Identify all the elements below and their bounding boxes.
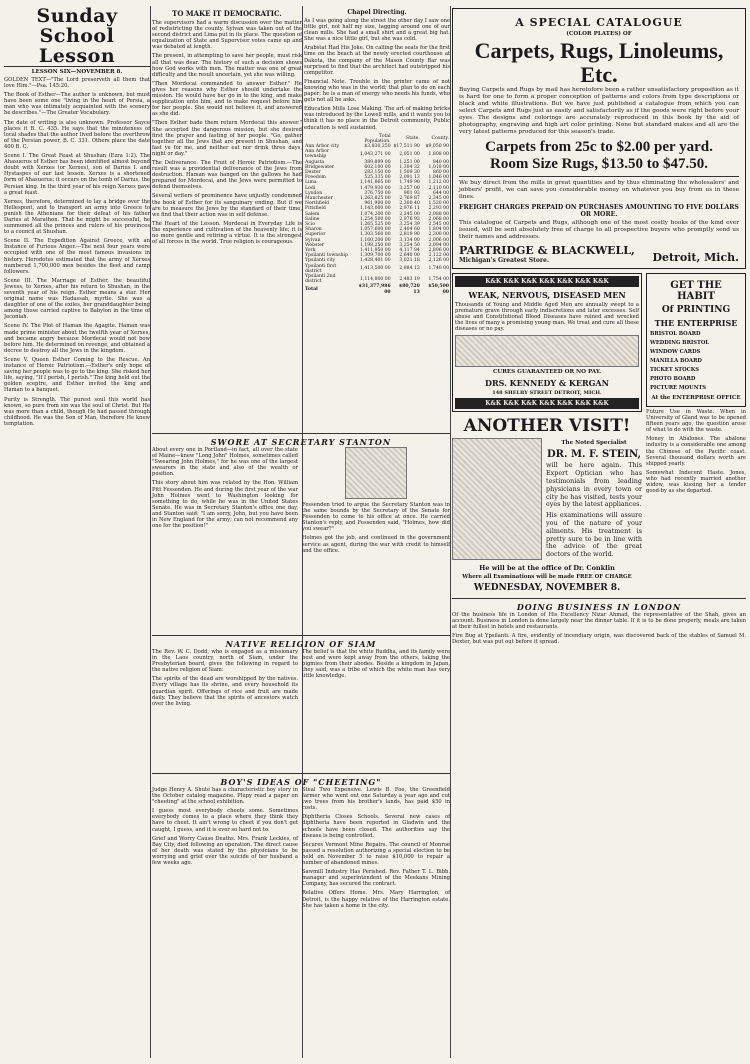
table-header: Total Population. <box>364 133 391 144</box>
article-paragraph: "Then Mordecai commanded to answer Esther." He gives her reasons why Esther should undertake the mission. He would have her go in to the king, and make supplication unto him, and to make request before him for her people. She would not believe it, and answered as she did. <box>152 80 302 118</box>
table-cell: 1,749 90 <box>399 180 420 186</box>
article-paragraph: Holmes got the job, and continued in the government service as agent, during the war with credit to himself and the office. <box>302 535 450 554</box>
table-cell: 1,046 00 <box>428 175 449 181</box>
article-paragraph: Purity is Strength. The purest soul this world has known, so pure from sin was the soul of Christ. But He was more than a child, though He had passed through childhood. He was the Son of Man, therefore He knew temptation. <box>4 396 150 427</box>
table-cell: Lodi <box>305 185 316 191</box>
article-paragraph: Education Mills Lose Making. The art of making bricks was introduced by the Lowell mills, and it wants you to think it has no place in the Detroit community, Public education is well sustained. <box>304 106 450 131</box>
article-paragraph: Fessenden tried to argue the Secretary Stanton was in the same bounds by the Secretary of the Senate for Fessenden to come to his office at once. He carried Stanton's reply, and Fessenden said, "Holmes, how did you swear?" <box>302 502 450 533</box>
list-item: TICKET STOCKS <box>650 367 700 373</box>
stein-date: WEDNESDAY, NOVEMBER 8. <box>473 583 621 594</box>
article-paragraph: The date of writing is also unknown. Professor Sayce places it B. C. 435. He says that the minuteness of local shades that the author lived before the overthrow of the Persian power, B. C. 331. Others place the date 400 B. C. <box>4 119 150 150</box>
table-cell: 376,750 00 <box>364 190 391 196</box>
article-paragraph: Scene II. The Expedition Against Greece, with an Instance of Furious Anger.—The next four years were occupied with one of the most famous invasions in history. Herodotus estimated that the army of Xerxes numbered 1,700,000 men besides the fleet and camp followers. <box>4 238 150 275</box>
table-cell: Sharon <box>305 227 322 233</box>
article-paragraph: The spirits of the dead are worshipped by the natives. Every village has its shrine, and every household its guardian spirit. Offerings of rice and fruit are made daily. They believe that the spirits of ancestors watch over the living. <box>152 676 298 707</box>
article-paragraph: The Heart of the Lesson. Mordecai in Everyday Life is the experience and cultivation of the heavenly life; it is no more gentle and retiring a virtue. It is the strongest of all forces in the world. True religion is courageous. <box>152 220 302 246</box>
table-cell: Ann Arbor city <box>305 144 340 149</box>
table-cell: 1,160,200 00 <box>359 237 391 243</box>
article-paragraph: Fire Bug at Ypsilanti. A fire, evidently of incendiary origin, was discovered back of the stables of Samuel M. Dexter, but was put out before it spread. <box>452 633 746 646</box>
catalogue-headline: A SPECIAL CATALOGUE <box>515 16 683 29</box>
article-paragraph: The belief is that the white Buddha, and its family were best and were kept away from the others, taking the pigmies from their abodes. Beside a kingdom in Japan, they said, was a tribe of which the white man has very little knowledge. <box>302 649 450 680</box>
table-cell: 2,245 00 <box>399 211 420 217</box>
table-cell: 2,006 00 <box>428 237 449 243</box>
divider <box>152 433 450 434</box>
table-cell: Lima <box>305 180 317 186</box>
table-cell: Lyndon <box>305 190 323 196</box>
firm-city: Detroit, Mich. <box>652 251 739 264</box>
table-cell: 860 00 <box>432 170 449 176</box>
article-paragraph: Several writers of prominence have unjustly condemned the book of Esther for its sanguinary ending. But if we are to measure the Jews by the standard of their time, we find that their action was in self defense. <box>152 193 302 218</box>
kk-firm: DRS. KENNEDY & KERGAN <box>485 378 609 389</box>
article-paragraph: About every one in Portland—in fact, all over the state of Maine—knew "Long John" Holmes, sometimes called "Swearing John Holmes," for he was one of the largest swearers in the state and also of the wealth or position. <box>152 447 298 478</box>
headline-siam: NATIVE RELIGION OF SIAM <box>225 639 377 649</box>
portrait-illustration <box>345 447 407 499</box>
catalogue-body: Buying Carpets and Rugs by mail has heretofore been a rather unsatisfactory proposition as it is hard for one to form a proper conception of patterns and colors from type descriptions or black and white illustrations. But we have just published a catalogue from which you can select Carpets and Rugs just as easily and satisfactorily as if the goods were right before your eyes. The designs and colorings are accurately reproduced in this book by the aid of photography, engraving and high art color printing. None but standard makes and all are the very latest patterns produced for this season's trade. <box>459 87 739 135</box>
story-cheeting <box>152 770 450 912</box>
catalogue-body-3: This catalogue of Carpets and Rugs, although one of the most costly books of the kind ever issued, will be sent absolutely free of charge to all prospective buyers who promptly send us their names and addresses. <box>459 220 739 240</box>
table-cell: Ypsilanti township <box>305 253 348 259</box>
table-cell: 2,545 00 <box>428 222 449 228</box>
article-paragraph: Diphtheria Closes Schools. Several new cases of diphtheria have been reported in Gladwin and the schools have been closed. The authorities say the disease is being controlled. <box>302 814 450 839</box>
divider <box>152 635 450 636</box>
article-paragraph: Judge Henry A. Shute has a characteristic boy story in the October catalog magazine. Plupy read a paper on "cheeting" at the school exhibition. <box>152 787 298 806</box>
table-cell: 2,819 90 <box>399 232 420 238</box>
kk-address: 148 SHELBY STREET DETROIT, MICH. <box>492 390 602 397</box>
table-cell: 2,126 00 <box>428 258 449 264</box>
column-rule <box>450 6 451 1058</box>
masthead-title: Sunday School Lesson <box>36 6 118 67</box>
stein-sub: The Noted Specialist <box>561 440 627 447</box>
article-paragraph: Relative Offers Home. Mrs. Mary Harrington, of Detroit, is the happy relative of the Harrington estate. She has taken a home in the city. <box>302 890 450 909</box>
kk-body: Thousands of Young and Middle Aged Men are annually swept to a premature grave through early indiscretions and later excesses. Self abuse and Constitutional Blood Diseases have ruined and wrecked the lives of many a promising young man. We treat and cure all these diseases or no pay. <box>455 302 639 333</box>
table-cell: Bridgewater <box>305 164 335 170</box>
table-cell: $50,500 00 <box>428 284 449 295</box>
habit-sub: Of PRINTING <box>661 305 731 315</box>
list-item: WINDOW CARDS <box>650 349 701 355</box>
table-cell: 2,976 93 <box>399 216 420 222</box>
table-cell: 1,309,700 00 <box>359 253 391 259</box>
table-cell: 2,051 00 <box>399 151 420 157</box>
article-paragraph: Grief and Worry Cause Deaths. Mrs. Frank Leckies, of Bay City, died following an operation. The direct cause of her death was stated by the physicians to be worrying and grief over the suicide of her husband a few weeks ago. <box>152 835 298 867</box>
kk-band: K&K K&K K&K K&K K&K K&K K&K <box>455 398 639 409</box>
table-cell: Scio <box>305 222 315 228</box>
table-cell: 1,804 00 <box>428 227 449 233</box>
table-cell: 1,479,930 00 <box>359 185 391 191</box>
table-cell: 1,143,000 00 <box>359 206 391 212</box>
article-paragraph: Xerxes, therefore, determined to lay a bridge over the Hellespont, and to transport an army into Greece to punish the Athenians for their defeat of his father Darius at Marathon. That he might be successful, he summoned all the princes and rulers of his provinces to a council at Shushan. <box>4 198 150 236</box>
table-cell: 2,088 00 <box>428 211 449 217</box>
column-rule <box>150 6 151 1058</box>
catalogue-body-2: We buy direct from the mills in great quantities and by thus eliminating the wholesalers' and jobbers' profit, we can save you considerable money on whatever you buy from us in these lines. <box>459 180 739 200</box>
kk-band: K&K K&K K&K K&K K&K K&K K&K <box>455 276 639 287</box>
stein-when: Where all Examinations will be made FREE OF CHARGE <box>462 574 632 581</box>
table-cell: 2,300 00 <box>428 232 449 238</box>
table-cell: $9,050 90 <box>425 144 449 149</box>
article-paragraph: Scene V. Queen Esther Coming to the Rescue. An instance of Heroic Patriotism.—Esther's only hope of saving her people was to go to the king. She risked her life, saying, "If I perish, I perish." The king held out the golden sceptre, and Esther invited the king and Haman to a banquet. <box>4 356 150 394</box>
table-cell: 1,740 00 <box>428 266 449 272</box>
table-cell: 901 93 <box>403 190 420 196</box>
headline-london: DOING BUSINESS IN LONDON <box>516 602 682 613</box>
table-cell: 1,057,600 00 <box>359 227 391 233</box>
article-paragraph: Steal Two Expensive. Lewis B. Foe, the Greenfield farmer who went out one Saturday a year ago and cut two trees from his brother's lands, has paid $50 in costs. <box>302 787 450 812</box>
table-row <box>304 258 450 263</box>
article-paragraph: The present, in attempting to save her people, must risk all that was dear. The history of such a decision shows how God works with men. The matter was one of great difficulty and the result uncertain, yet she was willing. <box>152 53 302 78</box>
table-row <box>304 206 450 211</box>
table-cell: 3,254 39 <box>399 222 420 228</box>
table-cell: 1,808 00 <box>428 151 449 157</box>
table-cell: 961,900 00 <box>364 201 391 207</box>
table-cell: Northfield <box>305 201 329 207</box>
table-cell: 1,254,500 00 <box>359 216 391 222</box>
table-cell: 602,100 00 <box>364 164 391 170</box>
table-cell: Ypsilanti 2nd district <box>305 274 336 285</box>
table-cell: 1,428,401 00 <box>359 258 391 264</box>
table-cell: $80,720 13 <box>399 284 420 295</box>
article-paragraph: The Book of Esther—The author is unknown, but must have been some one "living in the heart of Persia, a man who was intimately acquainted with the scenery he describes."—The Greater Vocabulary. <box>4 92 150 117</box>
table-cell: 2,769 87 <box>399 196 420 202</box>
table-cell: 2,345 00 <box>428 196 449 202</box>
table-row <box>304 264 450 274</box>
kk-cure: CURES GUARANTEED OR NO PAY. <box>492 369 602 376</box>
stein-office: He will be at the office of Dr. Conklin <box>479 564 615 573</box>
table-cell: 1,509 30 <box>399 170 420 176</box>
article-paragraph: I guess most everybody cheets some. Sometimes everybody comes to a place where they think they have to cheet. It ain't wrong to cheet if you don't get caught, I guess, and it is ever so hard not to. <box>152 808 298 833</box>
table-cell: 2,483 19 <box>399 276 420 282</box>
firm-name: PARTRIDGE & BLACKWELL, <box>459 244 635 257</box>
story-stanton <box>152 430 450 557</box>
table-cell: 1,114,800 00 <box>359 276 391 282</box>
table-cell: Pittsfield <box>305 206 326 212</box>
table-cell: 525,335 00 <box>364 175 391 181</box>
table-cell: 1,303,560 00 <box>359 232 391 238</box>
office-name: THE ENTERPRISE <box>654 318 738 328</box>
table-cell: 3,021 18 <box>399 258 420 264</box>
article-paragraph: Somewhat Indecent Haste. Jones, who had recently married another widow, was kissing her a tender good-by as she departed. <box>646 469 746 495</box>
article-paragraph: Secures Vermont Mine Repairs. The council of Monroe passed a resolution authorizing a special election to be held on November 5 to raise $10,000 to repair a number of abandoned mines. <box>302 841 450 867</box>
list-item: BRISTOL BOARD <box>650 331 701 337</box>
article-paragraph: Future Use in Waste. When in University of Gland was to be opened fifteen years ago, the question arose of what to do with the waste. <box>646 409 746 434</box>
stock-list <box>650 330 742 393</box>
list-item: WEDDING BRISTOL <box>650 340 710 346</box>
article-paragraph: Scene I. The Great Feast at Shushan (Ezra 1:2). The Ahasuerus of Esther has been identified almost beyond doubt with Xerxes (or Xerxes), son of Darius I. and Hystaspes of our last lesson. Xerxes is a shortened form of Ahasuerus; it occurs on the tomb of Darius, the Persian king. In the third year of his reign Xerxes gave a great feast. <box>4 153 150 196</box>
table-cell: 3,134 00 <box>399 237 420 243</box>
list-item: PICTURE MOUNTS <box>650 385 707 391</box>
table-cell: 2,300 40 <box>399 201 420 207</box>
table-cell: 2,068 00 <box>428 216 449 222</box>
table-cell: Manchester <box>305 196 333 202</box>
rug-price: Room Size Rugs, $13.50 to $47.50. <box>490 156 708 172</box>
stein-name: DR. M. F. STEIN, <box>547 449 641 461</box>
article-paragraph: Money in Abalones. The abalone industry is a considerable one among the Chinese of the Pacific coast. Several thousand dollars worth are shipped yearly. <box>646 436 746 467</box>
table-cell: York <box>305 248 316 254</box>
table-cell: 2,896 00 <box>428 248 449 254</box>
table-cell: Superior <box>305 232 326 238</box>
table-cell: Sylvan <box>305 237 321 243</box>
table-cell: Ypsilanti first district <box>305 263 337 274</box>
list-item: PHOTO BOARD <box>650 376 696 382</box>
table-cell: 840 00 <box>432 159 449 165</box>
article-paragraph: Sawmill Industry Has Perished. Rev. Father T. L. Bibb. manager and superintendent of the Meekans Mining Company, has secured the contract. <box>302 869 450 888</box>
headline-stanton: SWORE AT SECRETARY STANTON <box>210 437 392 447</box>
table-cell: 1,141,865 00 <box>359 180 391 186</box>
table-cell: 3,254 50 <box>399 242 420 248</box>
table-cell: Total <box>305 287 318 293</box>
freight-notice: FREIGHT CHARGES PREPAID ON PURCHASES AMOUNTING TO FIVE DOLLARS OR MORE. <box>459 204 739 218</box>
table-cell: 3,257 00 <box>399 185 420 191</box>
catalogue-title: Carpets, Rugs, Linoleums, Etc. <box>474 38 724 87</box>
table-cell: 1,754 00 <box>428 276 449 282</box>
table-header: County. <box>431 136 449 142</box>
table-cell: 2,091 13 <box>399 175 420 181</box>
stein-ad <box>452 416 642 593</box>
headline-cheeting: BOY'S IDEAS OF "CHEETING" <box>220 777 382 787</box>
table-cell: 2,404 60 <box>399 227 420 233</box>
golden-text: GOLDEN TEXT—"The Lord preserveth all them that love Him."—Psa. 145:20. <box>4 77 150 90</box>
article-paragraph: Of the business life in London of His Excellency Nizar Ahmad, the representative of the Shah, gives an account. Business in London is done largely near the dinner table. If it is to be done properly, meals are taken at their fullest in hotels and restaurants. <box>452 612 746 631</box>
table-cell: 4,117 84 <box>399 248 420 254</box>
story-siam <box>152 632 450 710</box>
kk-illustration <box>455 335 639 367</box>
article-paragraph: "Then Esther bade them return Mordecai this answer." She accepted the dangerous mission, but she desired first the prayer and fasting of her people. "Go, gather together all the Jews that are present in Shushan, and fast ye for me, and neither eat nor drink three days, night or day." <box>152 120 302 157</box>
article-paragraph: Scene IV. The Plot of Haman the Agagite. Haman was made prime minister about the twelfth year of Xerxes, and became angry because Mordecai would not bow before him. He determined on revenge, and obtained a decree to destroy all the Jews in the kingdom. <box>4 323 150 354</box>
stein-body-2: His examinations will assure you of the nature of your ailments. His treatment is pretty sure to be in line with the advice of the great doctors of the world. <box>546 511 642 559</box>
sunday-school-masthead <box>4 6 150 67</box>
office-footer: At the ENTERPRISE OFFICE <box>651 395 741 401</box>
headline-chapel: Chapel Directing. <box>347 9 407 16</box>
article-paragraph: Scene III. The Marriage of Esther, the beautiful Jewess, to Xerxes, after his return to Shushan, in the seventh year of his reign. Esther means a star. Her original name was Hadassah, myrtle. She was a daughter of one of the exiles, her granddaughter being among those carried captive to Babylon in the time of Jeconiah. <box>4 277 150 321</box>
table-cell: 2,976 11 <box>399 206 420 212</box>
table-cell: Dexter <box>305 170 321 176</box>
table-cell: Freedom <box>305 175 326 181</box>
table-total-row <box>304 284 450 294</box>
table-cell: 283,150 00 <box>364 170 391 176</box>
table-cell: 1,074,200 00 <box>359 211 391 217</box>
article-paragraph: This story about him was related by the Hon. William Pitt Fessenden. He and during the first year of the war John Holmes went to Washington looking for something to do, while he was in the United States Senate. He was in Secretary Stanton's office one day, and Stanton said: "I am sorry, John, but you have been in New England for the army; can not recommend any one for the position!" <box>152 480 298 530</box>
table-cell: 1,411,950 00 <box>359 248 391 254</box>
table-cell: 2,110 00 <box>428 185 449 191</box>
column-ads <box>452 6 746 1058</box>
table-cell: 2,884 13 <box>399 266 420 272</box>
table-cell: 2,640 00 <box>399 253 420 259</box>
table-cell: 1,413,500 00 <box>359 266 391 272</box>
article-paragraph: The supervisors had a warm discussion over the matter of redistricting the county. Sylvan was taken out of the second district and Lima put in its place. The question of equalization of State and Supervisor votes came up and was debated at length. <box>152 20 302 51</box>
table-cell: 1,198,250 00 <box>359 242 391 248</box>
table-cell: 1,251 00 <box>399 159 420 165</box>
table-cell: 389,899 00 <box>364 159 391 165</box>
table-cell: 1,520 00 <box>428 201 449 207</box>
catalogue-subhead: (COLOR PLATES) OF <box>566 31 632 37</box>
table-cell: $17,511 90 <box>393 144 420 149</box>
stein-headline: ANOTHER VISIT! <box>463 416 631 437</box>
table-cell: Ann Arbor township <box>305 149 330 160</box>
table-header: State. <box>406 136 420 142</box>
divider <box>152 773 450 774</box>
table-cell: Saline <box>305 216 320 222</box>
table-cell: 1,018 00 <box>428 164 449 170</box>
table-cell: Salem <box>305 211 320 217</box>
table-cell: 644 00 <box>432 190 449 196</box>
carpet-price: Carpets from 25c to $2.00 per yard. <box>485 139 713 155</box>
article-paragraph: As I was going along the street the other day I saw one little girl, not half my size, tagging around one of our clean mills. She had a small shirt and a great big hat. She was a nice little girl, but she was cold. <box>304 18 450 43</box>
carpet-catalogue-ad <box>452 8 746 269</box>
lesson-number: LESSON SIX—NOVEMBER 8. <box>31 69 123 75</box>
table-cell: 1,212 00 <box>428 180 449 186</box>
table-cell: 1,043,271 00 <box>359 151 391 157</box>
table-cell: Augusta <box>305 159 325 165</box>
table-cell: 2,122 00 <box>428 253 449 259</box>
article-paragraph: Financial Note. Trouble in the printer came of not knowing who was in the world; that plan to do on each paper; he is a man of energy who needs his funds, who gets not all he asks. <box>304 78 450 104</box>
headline-democratic: TO MAKE IT DEMOCRATIC. <box>172 9 282 18</box>
table-cell: 1,265,525 00 <box>359 222 391 228</box>
column-sunday-school <box>4 6 150 1058</box>
enterprise-ad <box>646 271 746 595</box>
table-cell: $31,377,986 00 <box>358 284 391 295</box>
stein-body: will be here again. This Expert Optician who has testimonials from leading physicians in every town or city he has visited, tests your eyes by the latest appliances. <box>546 461 642 509</box>
table-cell: 1,263,825 00 <box>359 196 391 202</box>
table-cell: Webster <box>305 242 325 248</box>
firm-tagline: Michigan's Greatest Store. <box>459 257 549 264</box>
table-cell: $3,830,250 <box>364 144 391 149</box>
table-header <box>304 134 351 144</box>
divider <box>459 176 739 177</box>
table-cell: Ypsilanti city <box>305 258 336 264</box>
kk-ad-column <box>452 271 642 595</box>
kennedy-kergan-ad <box>452 273 642 412</box>
table-row <box>304 274 450 284</box>
list-item: MANILLA BOARD <box>650 358 702 364</box>
divider <box>452 598 746 599</box>
kk-headline: WEAK, NERVOUS, DISEASED MEN <box>468 290 626 300</box>
article-paragraph: The Deliverance. The Fruit of Heroic Patriotism.—The result was a providential deliverance of the Jews from destruction. Haman was hanged on the gallows he had prepared for Mordecai, and the Jews were permitted to defend themselves. <box>152 159 302 191</box>
doctor-portrait <box>452 438 542 560</box>
table-cell: 1,304 32 <box>399 164 420 170</box>
article-paragraph: Arabstat Had His Joke. On calling the seats for the first time on the beach at the newly erected courthouse at Dakota, the company of the Mason County Bar was surprised to find that the architect had outstripped his competitor. <box>304 45 450 76</box>
article-paragraph: The Rev. W. C. Dodd, who is engaged as a missionary in the Laos country, north of Siam, under the Presbyterian board, gives the following in regard to the native religion of Siam: <box>152 649 298 674</box>
table-cell: 2,094 00 <box>428 242 449 248</box>
tax-table <box>304 134 450 295</box>
table-row <box>304 149 450 159</box>
habit-headline: GET THE HABIT <box>670 280 722 302</box>
table-cell: 2,293 00 <box>428 206 449 212</box>
